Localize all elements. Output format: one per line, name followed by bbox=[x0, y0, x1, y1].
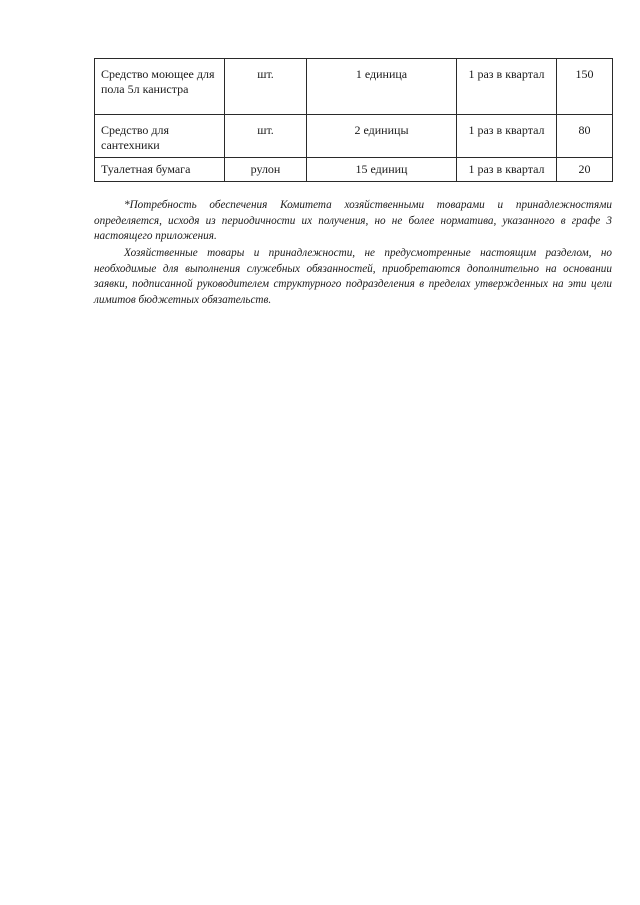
item-name-cell: Туалетная бумага bbox=[95, 158, 225, 182]
unit-cell: шт. bbox=[225, 115, 307, 158]
price-cell: 150 bbox=[557, 59, 613, 115]
table-row bbox=[95, 59, 613, 115]
item-name-cell: Средство для сантехники bbox=[95, 115, 225, 158]
quantity-cell: 2 единицы bbox=[307, 115, 457, 158]
item-name-cell: Средство моющее для пола 5л канистра bbox=[95, 59, 225, 115]
price-cell: 20 bbox=[557, 158, 613, 182]
unit-cell: шт. bbox=[225, 59, 307, 115]
frequency-cell: 1 раз в квартал bbox=[457, 158, 557, 182]
footnote-requirement: *Потребность обеспечения Комитета хозяйственными товарами и принадлежностями определяется, исходя из периодичности их получения, но не более норматива, указанного в графе 3 настоящего приложения. bbox=[94, 199, 612, 242]
supplies-table bbox=[94, 58, 613, 182]
unit-cell: рулон bbox=[225, 158, 307, 182]
quantity-cell: 1 единица bbox=[307, 59, 457, 115]
table-row bbox=[95, 115, 613, 158]
quantity-cell: 15 единиц bbox=[307, 158, 457, 182]
frequency-cell: 1 раз в квартал bbox=[457, 115, 557, 158]
frequency-cell: 1 раз в квартал bbox=[457, 59, 557, 115]
footnote-additional-goods: Хозяйственные товары и принадлежности, не предусмотренные настоящим разделом, но необходимые для выполнения служебных обязанностей, приобретаются дополнительно на основании заявки, подписанной руководителем структурного подразделения в пределах утвержденных на эти цели лимитов бюджетных обязательств. bbox=[94, 247, 612, 306]
price-cell: 80 bbox=[557, 115, 613, 158]
table-row bbox=[95, 158, 613, 182]
